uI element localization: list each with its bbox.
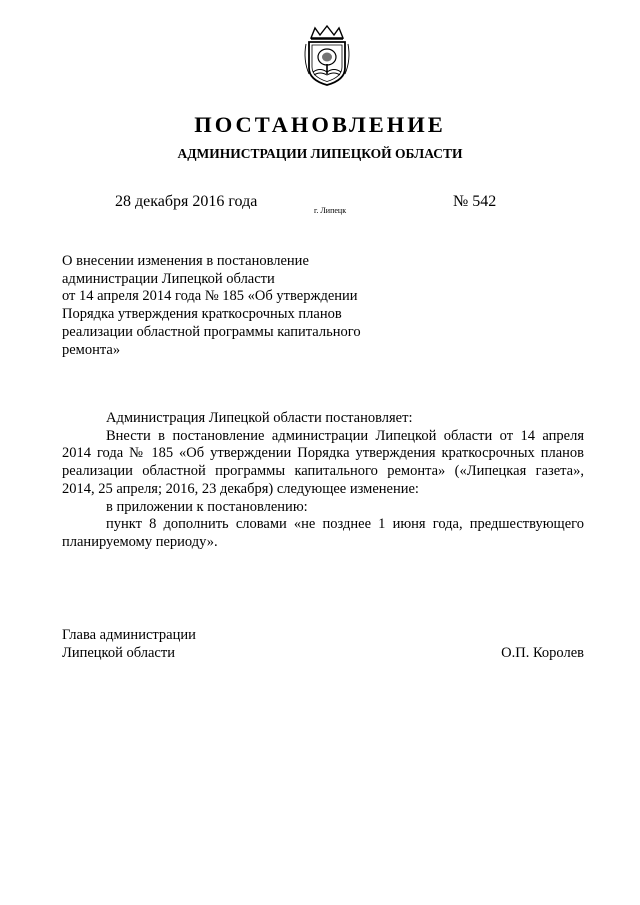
subject-line: администрации Липецкой области bbox=[62, 270, 275, 287]
subject-line: от 14 апреля 2014 года № 185 «Об утверждении bbox=[62, 288, 358, 305]
body-paragraph: Администрация Липецкой области постановляет: bbox=[106, 410, 413, 426]
document-subtitle: АДМИНИСТРАЦИИ ЛИПЕЦКОЙ ОБЛАСТИ bbox=[177, 146, 463, 161]
signatory-name: О.П. Королев bbox=[501, 644, 584, 661]
document-body bbox=[62, 410, 584, 552]
body-paragraph: в приложении к постановлению: bbox=[106, 498, 308, 515]
signature-position: Глава администрации bbox=[62, 627, 196, 643]
signature-organization: Липецкой области bbox=[62, 644, 175, 661]
body-paragraph: Внести в постановление администрации Липецкой области от 14 апреля 2014 года № 185 «Об утверждении Порядка утверждения краткосрочных планов реализации областной программы капитального ремонта» («Липецкая газета», 2014, 25 апреля; 2016, 23 декабря) следующее изменение: bbox=[62, 427, 584, 497]
document-date: 28 декабря 2016 года bbox=[115, 193, 258, 210]
subject-line: Порядка утверждения краткосрочных планов bbox=[62, 306, 342, 323]
document-number: № 542 bbox=[453, 193, 497, 210]
signature-block bbox=[62, 627, 584, 662]
subject-line: О внесении изменения в постановление bbox=[62, 253, 309, 269]
coat-of-arms-icon bbox=[301, 24, 353, 88]
document-title: ПОСТАНОВЛЕНИЕ bbox=[194, 112, 446, 137]
subject-line: реализации областной программы капитального bbox=[62, 323, 361, 340]
body-paragraph: пункт 8 дополнить словами «не позднее 1 июня года, предшествующего планируемому периоду». bbox=[62, 516, 584, 550]
document-city: г. Липецк bbox=[314, 206, 347, 215]
subject-line: ремонта» bbox=[62, 341, 121, 358]
document-subject bbox=[62, 253, 402, 359]
signature-row bbox=[62, 645, 584, 663]
